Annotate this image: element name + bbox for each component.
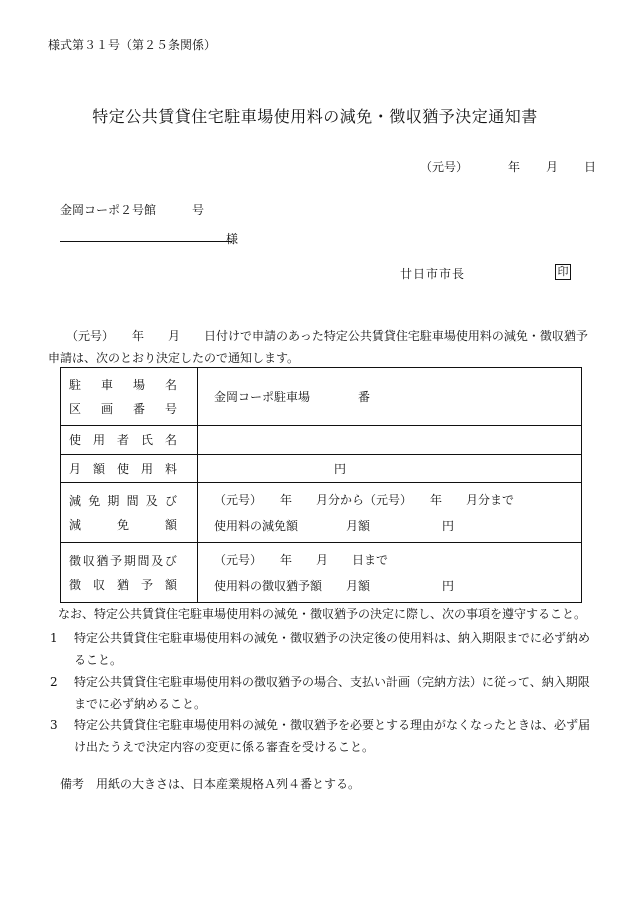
label-char: 及: [145, 493, 158, 508]
note-text: 特定公共賃貸住宅駐車場使用料の減免・徴収猶予の決定後の使用料は、納入期限までに必ず納めること。: [74, 631, 591, 667]
label-char: 予: [140, 577, 153, 592]
table-row: [61, 455, 582, 483]
label-char: 月: [69, 461, 82, 476]
label-char: 場: [132, 377, 145, 392]
label-spread: [69, 489, 177, 513]
label-char: 期: [123, 553, 136, 568]
row-label: [61, 368, 198, 426]
label-char: 猶: [116, 577, 129, 592]
decision-table: [60, 367, 582, 603]
row-value: [198, 368, 582, 426]
note-number: 2: [50, 675, 58, 689]
seal-mark: 印: [555, 264, 571, 280]
label-char: 期: [107, 493, 120, 508]
label-spread: [69, 428, 177, 452]
label-char: び: [164, 493, 177, 508]
label-char: 間: [126, 493, 139, 508]
label-char: 額: [164, 517, 177, 532]
label-char: 使: [69, 433, 82, 447]
label-char: 額: [164, 577, 177, 592]
label-char: 猶: [96, 553, 109, 568]
value-text: 金岡コーポ駐車場 番: [214, 389, 371, 404]
row-value: [198, 426, 582, 455]
label-char: 収: [92, 577, 105, 592]
label-char: 名: [164, 377, 177, 392]
label-char: 番: [132, 401, 145, 416]
label-char: 額: [92, 461, 105, 476]
label-char: 及: [151, 553, 164, 568]
note-number: 3: [50, 718, 58, 732]
row-label: [61, 426, 198, 455]
label-char: 使: [116, 461, 129, 476]
row-value: [198, 483, 582, 543]
value-text: （元号） 年 月分から（元号） 年 月分まで: [214, 492, 515, 507]
form-number: 様式第３１号（第２５条関係）: [48, 38, 217, 52]
note-item: [50, 671, 590, 715]
label-char: 減: [69, 493, 82, 508]
document-title: 特定公共賃貸住宅駐車場使用料の減免・徴収猶予決定通知書: [92, 107, 538, 126]
table-row: [61, 426, 582, 455]
label-char: 用: [140, 461, 153, 476]
label-char: 名: [164, 433, 177, 447]
label-char: 料: [164, 461, 177, 476]
intro-paragraph: （元号） 年 月 日付けで申請のあった特定公共賃貸住宅駐車場使用料の減免・徴収猶予申請は、次のとおり決定したので通知します。: [48, 329, 588, 365]
label-spread: [69, 397, 177, 421]
value-text: 使用料の減免額 月額 円: [214, 518, 455, 533]
label-char: 駐: [69, 377, 82, 392]
row-value: [198, 455, 582, 483]
table-row: [61, 368, 582, 426]
value-text: 使用料の徴収猶予額 月額 円: [214, 578, 455, 593]
label-char: 車: [100, 377, 113, 392]
addressee-name-line: [60, 240, 232, 242]
issue-date: [420, 158, 596, 175]
row-label: [61, 455, 198, 483]
label-char: 号: [164, 401, 177, 416]
label-char: 徴: [69, 577, 82, 592]
label-char: 免: [88, 493, 101, 508]
note-item: [50, 627, 590, 671]
label-char: 減: [69, 517, 82, 532]
label-char: 画: [100, 401, 113, 416]
label-char: 氏: [140, 433, 153, 447]
note-text: 特定公共賃貸住宅駐車場使用料の減免・徴収猶予を必要とする理由がなくなったときは、必ず届け出たうえで決定内容の変更に係る審査を受けること。: [74, 718, 591, 754]
note-text: 特定公共賃貸住宅駐車場使用料の徴収猶予の場合、支払い計画（完納方法）に従って、納入期限までに必ず納めること。: [74, 675, 590, 711]
label-char: 間: [137, 553, 150, 568]
label-char: 者: [116, 433, 129, 447]
label-spread: [69, 573, 177, 597]
table-row: [61, 483, 582, 543]
label-spread: [69, 457, 177, 481]
label-char: び: [164, 553, 177, 568]
label-char: 免: [116, 517, 129, 532]
date-year: 年: [508, 160, 521, 174]
notes-intro: なお、特定公共賃貸住宅駐車場使用料の減免・徴収猶予の決定に際し、次の事項を遵守すること。: [58, 607, 587, 621]
row-label: [61, 543, 198, 603]
addressee-building: 金岡コーポ２号館 号: [60, 203, 205, 217]
addressee-honorific: 様: [226, 232, 239, 246]
row-value: [198, 543, 582, 603]
row-label: [61, 483, 198, 543]
table-row: [61, 543, 582, 603]
value-text: 円: [214, 461, 347, 476]
remark: 備考 用紙の大きさは、日本産業規格Ａ列４番とする。: [60, 777, 361, 791]
date-day: 日: [584, 160, 597, 174]
label-char: 収: [82, 553, 95, 568]
label-spread: [69, 373, 177, 397]
date-era: （元号）: [420, 160, 469, 174]
value-text: （元号） 年 月 日まで: [214, 552, 389, 567]
note-item: [50, 714, 590, 758]
label-char: 用: [92, 433, 105, 447]
date-month: 月: [546, 160, 559, 174]
label-spread: [69, 513, 177, 537]
label-char: 徴: [69, 553, 82, 568]
label-char: 予: [110, 553, 123, 568]
label-char: 区: [69, 401, 82, 416]
label-spread: [69, 549, 177, 573]
issuer-title: 廿日市市長: [400, 267, 466, 281]
note-number: 1: [50, 631, 58, 645]
